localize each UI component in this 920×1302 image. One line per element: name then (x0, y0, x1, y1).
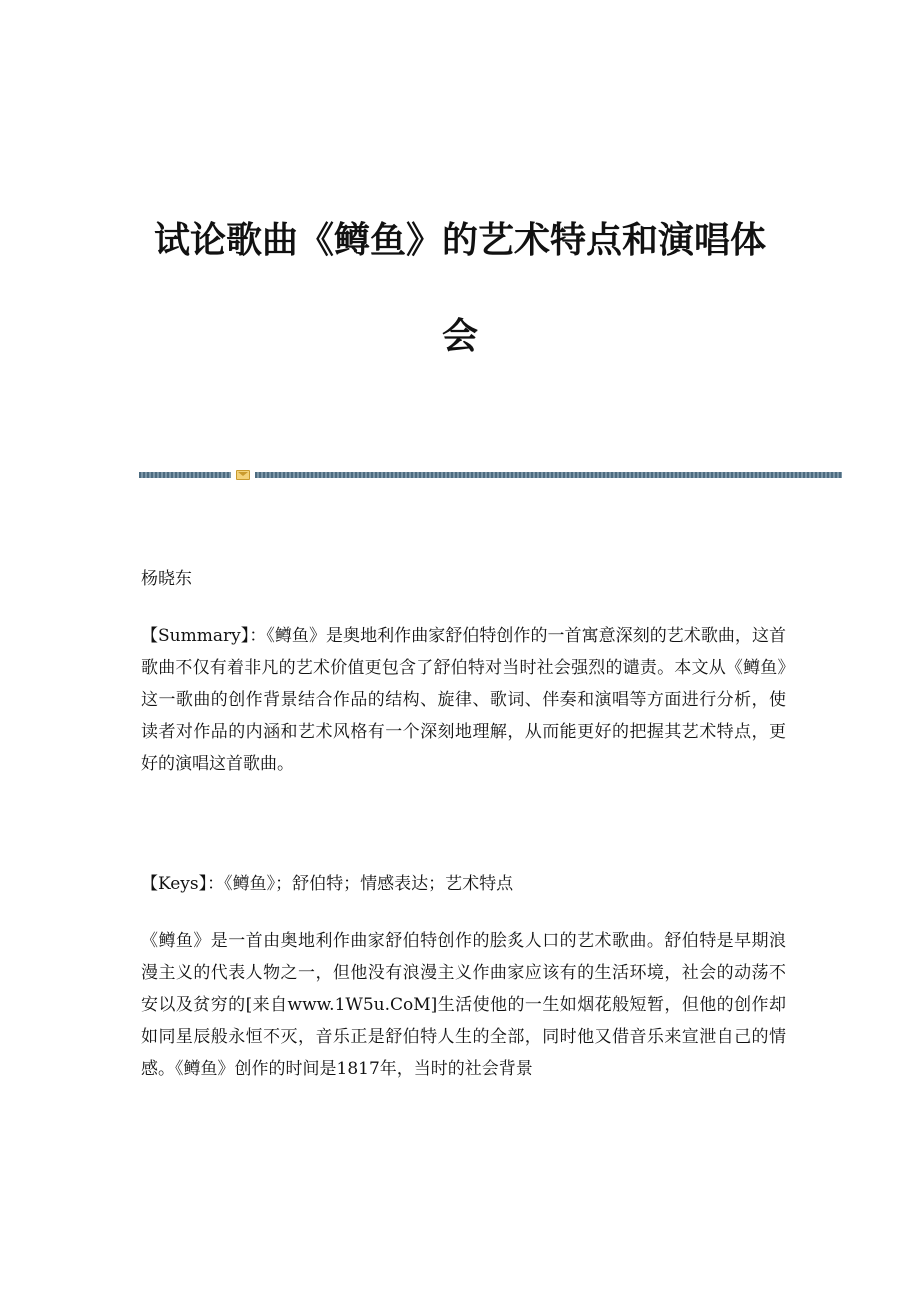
document-title-line-2: 会 (441, 315, 478, 357)
body-paragraph: 《鳟鱼》是一首由奥地利作曲家舒伯特创作的脍炙人口的艺术歌曲。舒伯特是早期浪漫主义的代表人物之一，但他没有浪漫主义作曲家应该有的生活环境，社会的动荡不安以及贫穷的[来自www.1W5u.CoM]生活使他的一生如烟花般短暂，但他的创作却如同星辰般永恒不灭，音乐正是舒伯特人生的全部，同时他又借音乐来宣泄自己的情感。《鳟鱼》创作的时间是1817年，当时的社会背景 (141, 931, 786, 1079)
keywords-paragraph (141, 868, 786, 900)
document-title-line-1: 试论歌曲《鳟鱼》的艺术特点和演唱体 (153, 219, 766, 261)
title-divider (139, 471, 842, 479)
summary-text: 《鳟鱼》是奥地利作曲家舒伯特创作的一首寓意深刻的艺术歌曲，这首歌曲不仅有着非凡的艺术价值更包含了舒伯特对当时社会强烈的谴责。本文从《鳟鱼》这一歌曲的创作背景结合作品的结构、旋律、歌词、伴奏和演唱等方面进行分析，使读者对作品的内涵和艺术风格有一个深刻地理解，从而能更好的把握其艺术特点，更好的演唱这首歌曲。 (141, 626, 787, 774)
author-name: 杨晓东 (141, 569, 192, 589)
summary-label: 【Summary】： (141, 626, 267, 646)
keywords-text: 《鳟鱼》；舒伯特；情感表达；艺术特点 (224, 874, 514, 894)
divider-bar-left (139, 472, 231, 478)
divider-bar-right (255, 472, 842, 478)
envelope-icon (236, 470, 250, 480)
summary-paragraph (141, 620, 786, 780)
keywords-label: 【Keys】： (141, 874, 225, 894)
